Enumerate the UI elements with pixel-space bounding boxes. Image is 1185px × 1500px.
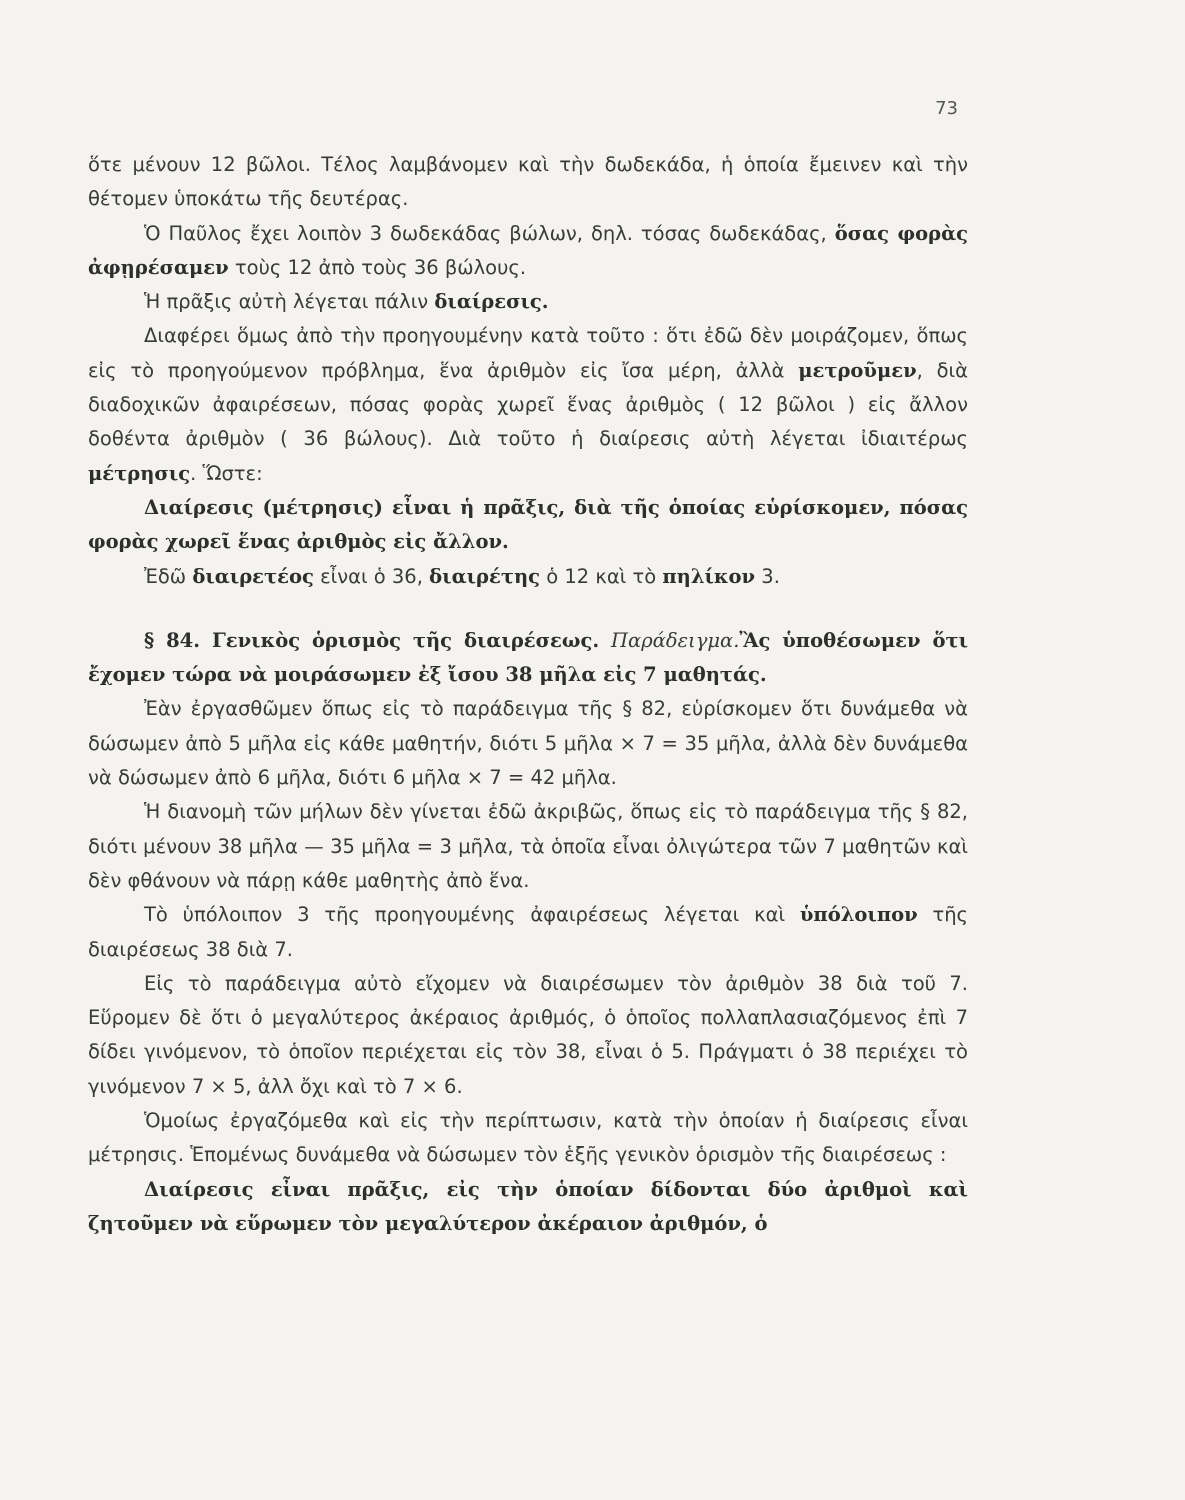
page-body-text xyxy=(88,148,968,1241)
text-run: Ἐὰν ἐργασθῶμεν ὅπως εἰς τὸ παράδειγμα τῆς § 82, εὑρίσκομεν ὅτι δυνάμεθα νὰ δώσωμεν ἀπὸ 5 μῆλα εἰς κάθε μαθητήν, διότι 5 μῆλα × 7 = 35 μῆλα, ἀλλὰ δὲν δυνάμεθα νὰ δώσωμεν ἀπὸ 6 μῆλα, διότι 6 μῆλα × 7 = 42 μῆλα. xyxy=(88,697,968,790)
text-run: 3. xyxy=(755,564,780,588)
bold-text-run: πηλίκον xyxy=(662,564,756,588)
text-run: Τὸ ὑπόλοιπον 3 τῆς προηγουμένης ἀφαιρέσεως λέγεται καὶ xyxy=(144,903,800,927)
bold-text-run: διαίρεσις. xyxy=(434,290,549,314)
text-run: . Ὥστε: xyxy=(190,461,263,485)
text-run: Ἐδῶ xyxy=(144,564,193,588)
bold-text-run: μετροῦμεν xyxy=(798,358,917,382)
section-84-heading xyxy=(88,624,968,693)
paragraph-2 xyxy=(88,217,968,286)
paragraph-8 xyxy=(88,795,968,898)
text-run: τῆς διαιρέσεως 38 διὰ 7. xyxy=(88,903,968,961)
bold-text-run: ὅσας φορὰς ἀφῃρέσαμεν xyxy=(88,221,968,279)
text-run: Ἡ διανομὴ τῶν μήλων δὲν γίνεται ἐδῶ ἀκριβῶς, ὅπως εἰς τὸ παράδειγμα τῆς § 82, διότι μένουν 38 μῆλα — 35 μῆλα = 3 μῆλα, τὰ ὁποῖα εἶναι ὀλιγώτερα τῶν 7 μαθητῶν καὶ δὲν φθάνουν νὰ πάρῃ κάθε μαθητὴς ἀπὸ ἕνα. xyxy=(88,800,968,892)
text-run: , διὰ διαδοχικῶν ἀφαιρέσεων, πόσας φορὰς χωρεῖ ἕνας ἀριθμὸς ( 12 βῶλοι ) εἰς ἄλλον δοθέντα ἀριθμὸν ( 36 βώλους). Διὰ τοῦτο ἡ διαίρεσις αὐτὴ λέγεται ἰδιαιτέρως xyxy=(88,358,968,451)
italic-text-run: Παράδειγμα. xyxy=(611,628,740,652)
paragraph-7 xyxy=(88,692,968,795)
text-run: Ὁ Παῦλος ἔχει λοιπὸν 3 δωδεκάδας βώλων, δηλ. τόσας δωδεκάδας, xyxy=(144,221,835,245)
text-run: τοὺς 12 ἀπὸ τοὺς 36 βώλους. xyxy=(228,255,527,279)
paragraph-3 xyxy=(88,285,968,319)
bold-text-run: Ἂς ὑποθέσωμεν ὅτι ἔχομεν τώρα νὰ μοιράσωμεν ἐξ ἴσου 38 μῆλα εἰς 7 μαθητάς. xyxy=(88,628,969,687)
section-title: § 84. Γενικὸς ὁρισμὸς τῆς διαιρέσεως. xyxy=(144,628,612,652)
paragraph-terms xyxy=(88,560,968,594)
definition-measurement xyxy=(88,491,968,560)
bold-text-run: ὑπόλοιπον xyxy=(799,903,918,927)
page-number: 73 xyxy=(935,98,958,119)
text-run: Ὁμοίως ἐργαζόμεθα καὶ εἰς τὴν περίπτωσιν, κατὰ τὴν ὁποίαν ἡ διαίρεσις εἶναι μέτρησις. Ἑπομένως δυνάμεθα νὰ δώσωμεν τὸν ἑξῆς γενικὸν ὁρισμὸν τῆς διαιρέσεως : xyxy=(88,1109,968,1167)
bold-text-run: διαιρέτης xyxy=(429,564,541,588)
definition-division xyxy=(88,1173,968,1242)
text-run: ὁ 12 καὶ τὸ xyxy=(540,564,663,588)
bold-text-run: διαιρετέος xyxy=(192,564,314,588)
text-run: Ἡ πρᾶξις αὐτὴ λέγεται πάλιν xyxy=(144,290,435,314)
bold-text-run: Διαίρεσις εἶναι πρᾶξις, εἰς τὴν ὁποίαν δίδονται δύο ἀριθμοὶ καὶ ζητοῦμεν νὰ εὕρωμεν τὸν μεγαλύτερον ἀκέραιον ἀριθμόν, ὁ xyxy=(88,1177,968,1235)
paragraph-10 xyxy=(88,967,968,1104)
bold-text-run: Διαίρεσις (μέτρησις) εἶναι ἡ πρᾶξις, διὰ τῆς ὁποίας εὑρίσκομεν, πόσας φορὰς χωρεῖ ἕνας ἀριθμὸς εἰς ἄλλον. xyxy=(88,495,968,554)
paragraph-1 xyxy=(88,148,968,217)
paragraph-11 xyxy=(88,1104,968,1173)
bold-text-run: μέτρησις xyxy=(88,461,191,485)
text-run: Εἰς τὸ παράδειγμα αὐτὸ εἴχομεν νὰ διαιρέσωμεν τὸν ἀριθμὸν 38 διὰ τοῦ 7. Εὕρομεν δὲ ὅτι ὁ μεγαλύτερος ἀκέραιος ἀριθμός, ὁ ὁποῖος πολλαπλασιαζόμενος ἐπὶ 7 δίδει γινόμενον, τὸ ὁποῖον περιέχεται εἰς τὸν 38, εἶναι ὁ 5. Πράγματι ὁ 38 περιέχει τὸ γινόμενον 7 × 5, ἀλλ ὄχι καὶ τὸ 7 × 6. xyxy=(88,971,968,1098)
paragraph-9 xyxy=(88,898,968,967)
text-run: ὅτε μένουν 12 βῶλοι. Τέλος λαμβάνομεν καὶ τὴν δωδεκάδα, ἡ ὁποία ἔμεινεν καὶ τὴν θέτομεν ὑποκάτω τῆς δευτέρας. xyxy=(88,153,968,211)
text-run: Διαφέρει ὅμως ἀπὸ τὴν προηγουμένην κατὰ τοῦτο : ὅτι ἐδῶ δὲν μοιράζομεν, ὅπως εἰς τὸ προηγούμενον πρόβλημα, ἕνα ἀριθμὸν εἰς ἴσα μέρη, ἀλλὰ xyxy=(88,324,968,382)
text-run: εἶναι ὁ 36, xyxy=(313,564,430,588)
paragraph-4 xyxy=(88,319,968,490)
book-page xyxy=(88,0,968,1500)
